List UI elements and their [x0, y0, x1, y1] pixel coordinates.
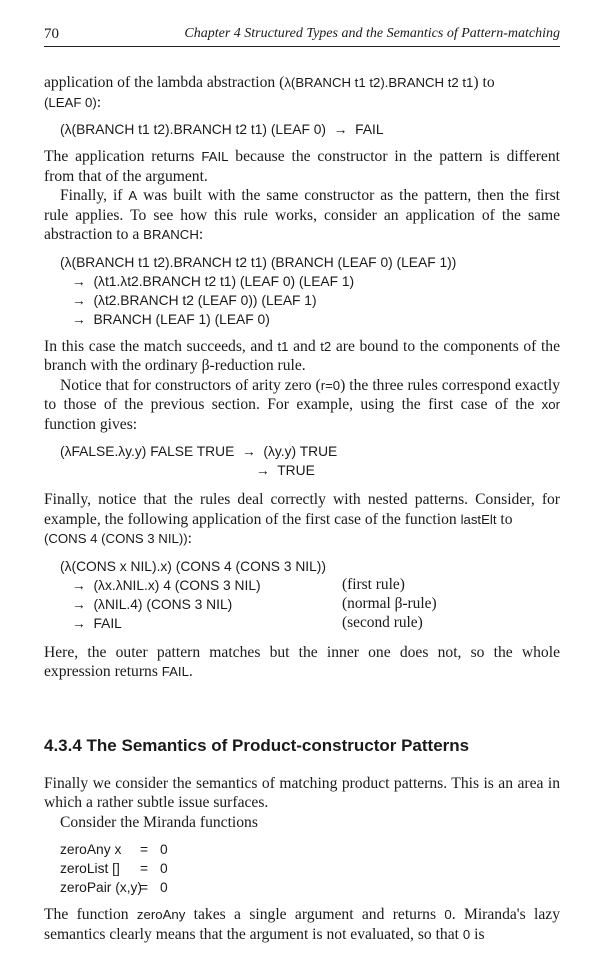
code-line: → (λt2.BRANCH t2 (LEAF 0)) (LEAF 1) [72, 292, 317, 308]
code-line: zeroList [] = 0 [60, 861, 168, 876]
paragraph-8: Finally we consider the semantics of matching product patterns. This is an area in which a rather subtle issue surfaces. [44, 774, 560, 811]
paragraph-4: In this case the match succeeds, and t1 and t2 are bound to the components of the branch with the ordinary β-reduction rule. [44, 337, 561, 374]
code-miranda-functions [44, 840, 560, 897]
code-line: (λFALSE.λy.y) FALSE TRUE → (λy.y) TRUE [60, 444, 338, 459]
code-fail-example: (λ(BRANCH t1 t2).BRANCH t2 t1) (LEAF 0) → FAIL [60, 122, 384, 137]
reduction-step: → (λx.λNIL.x) 4 (CONS 3 NIL) (first rule) [72, 575, 405, 593]
code-xor-reduction [44, 442, 560, 480]
reduction-step: → FAIL (second rule) [72, 613, 423, 631]
book-page [44, 22, 560, 944]
code-branch-reduction [44, 253, 560, 329]
rule-note: (second rule) [342, 613, 423, 631]
code-line: → (λt1.λt2.BRANCH t2 t1) (LEAF 0) (LEAF 1) [72, 273, 355, 289]
code-line: zeroAny x = 0 [60, 842, 168, 857]
code-line: zeroPair (x,y) = 0 [60, 880, 168, 895]
code-line: (λ(BRANCH t1 t2).BRANCH t2 t1) (BRANCH (LEAF 0) (LEAF 1)) [60, 254, 457, 270]
rule-note: (normal β-rule) [342, 594, 437, 612]
paragraph-9: Consider the Miranda functions [60, 813, 258, 831]
code-line: (λ(CONS x NIL).x) (CONS 4 (CONS 3 NIL)) [60, 558, 326, 574]
paragraph-2: The application returns FAIL because the constructor in the pattern is different from that of the argument. [44, 148, 560, 185]
reduction-step: → (λNIL.4) (CONS 3 NIL) (normal β-rule) [72, 594, 437, 612]
chapter-title: Chapter 4 Structured Types and the Semantics of Pattern-matching [184, 26, 560, 41]
rule-note: (first rule) [342, 575, 405, 593]
paragraph-5: Notice that for constructors of arity zero (r=0) the three rules correspond exactly to those of the previous section. For example, using the first case of the xor function gives: [44, 376, 560, 433]
paragraph-10: The function zeroAny takes a single argument and returns 0. Miranda's lazy semantics clearly means that the argument is not evaluated, so that 0 is [44, 906, 561, 943]
running-header [44, 22, 560, 47]
code-nested-pattern [44, 557, 560, 633]
code-line: → TRUE [256, 463, 315, 478]
paragraph-6: Finally, notice that the rules deal correctly with nested patterns. Consider, for example, the following application of the first case of the function lastElt to (CONS 4 (CONS 3 NIL)): [44, 491, 560, 547]
page-number: 70 [44, 26, 59, 42]
section-heading: 4.3.4 The Semantics of Product-constructor Patterns [44, 735, 470, 755]
paragraph-7: Here, the outer pattern matches but the inner one does not, so the whole expression returns FAIL. [44, 643, 560, 680]
paragraph-1: application of the lambda abstraction (λ(BRANCH t1 t2).BRANCH t2 t1) to (LEAF 0): [44, 74, 495, 111]
paragraph-3: Finally, if A was built with the same constructor as the pattern, then the first rule applies. To see how this rule works, consider an application of the same abstraction to a BRANCH: [44, 187, 560, 243]
code-line: → BRANCH (LEAF 1) (LEAF 0) [72, 311, 270, 327]
